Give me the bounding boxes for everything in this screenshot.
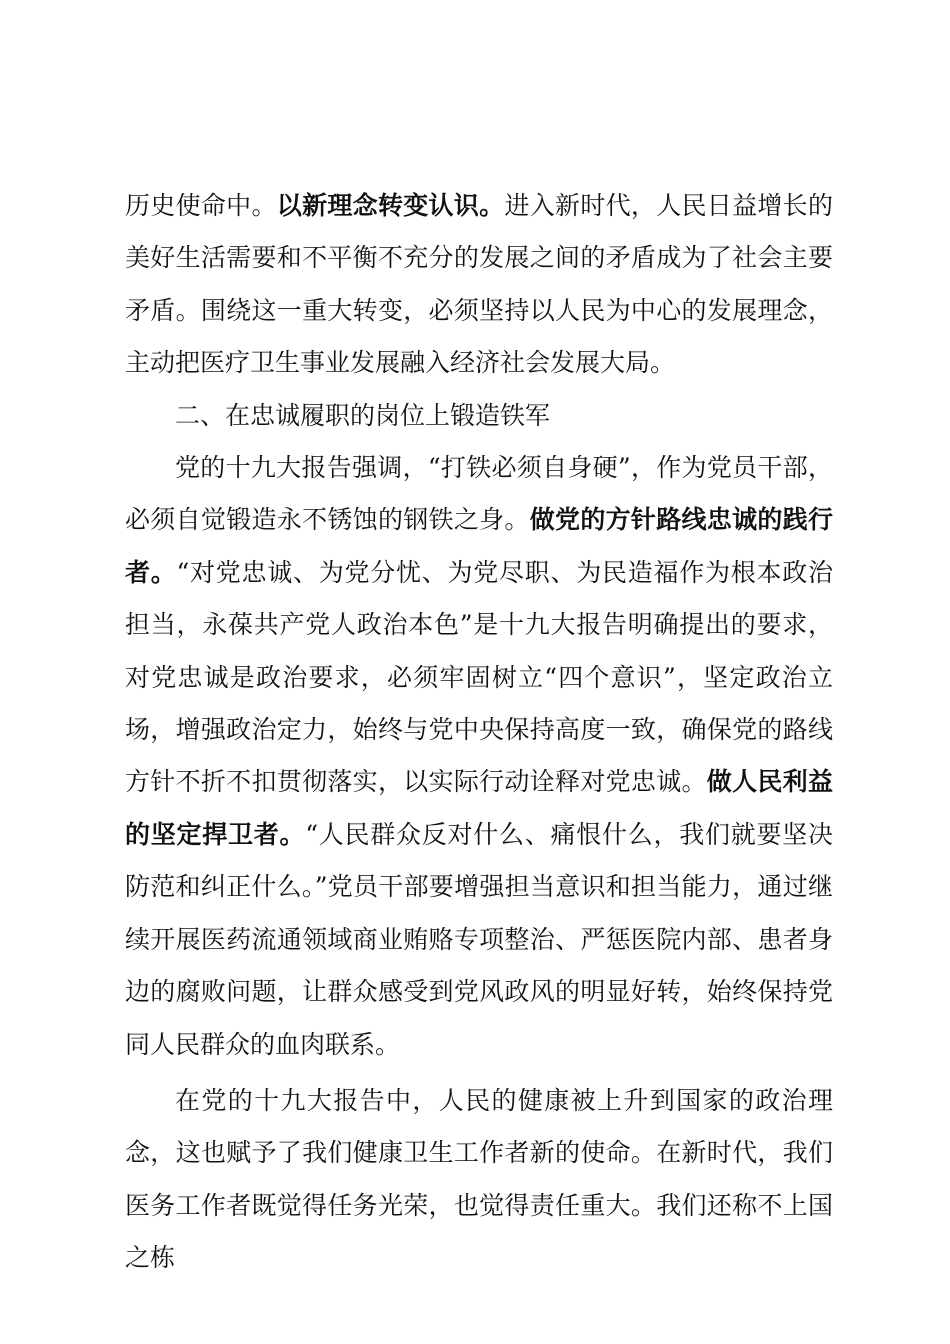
paragraph-text: 党的十九大报告强调，“打铁必须自身硬”，作为党员干部，必须自觉锻造永不锈蚀的钢铁之身。 <box>125 453 833 535</box>
bold-phrase-practitioner: 做党的方针路线忠诚的践行者。 <box>125 505 833 587</box>
document-body <box>125 180 833 1285</box>
paragraph-continuation <box>125 180 833 390</box>
bold-phrase-new-concept: 以新理念转变认识。 <box>276 191 505 220</box>
bold-phrase-defender: 做人民利益的坚定捍卫者。 <box>125 767 833 849</box>
paragraph-text: 历史使命中。 <box>125 191 277 220</box>
paragraph-text: “人民群众反对什么、痛恨什么，我们就要坚决防范和纠正什么。”党员干部要增强担当意识和担当能力，通过继续开展医药流通领域商业贿赂专项整治、严惩医院内部、患者身边的腐败问题，让群众感受到党风政风的明显好转，始终保持党同人民群众的血肉联系。 <box>125 819 833 1059</box>
section-heading: 二、在忠诚履职的岗位上锻造铁军 <box>175 400 551 430</box>
paragraph-text: 进入新时代，人民日益增长的美好生活需要和不平衡不充分的发展之间的矛盾成为了社会主要矛盾。围绕这一重大转变，必须坚持以人民为中心的发展理念，主动把医疗卫生事业发展融入经济社会发展大局。 <box>125 191 833 378</box>
paragraph-loyalty <box>125 442 833 1071</box>
paragraph-health-mission <box>125 1075 833 1285</box>
paragraph-text: 在党的十九大报告中，人民的健康被上升到国家的政治理念，这也赋予了我们健康卫生工作者新的使命。在新时代，我们医务工作者既觉得任务光荣，也觉得责任重大。我们还称不上国之栋 <box>125 1085 833 1273</box>
paragraph-text: “对党忠诚、为党分忧、为党尽职、为民造福作为根本政治担当，永葆共产党人政治本色”是十九大报告明确提出的要求，对党忠诚是政治要求，必须牢固树立“四个意识”，坚定政治立场，增强政治定力，始终与党中央保持高度一致，确保党的路线方针不折不扣贯彻落实，以实际行动诠释对党忠诚。 <box>125 557 833 797</box>
